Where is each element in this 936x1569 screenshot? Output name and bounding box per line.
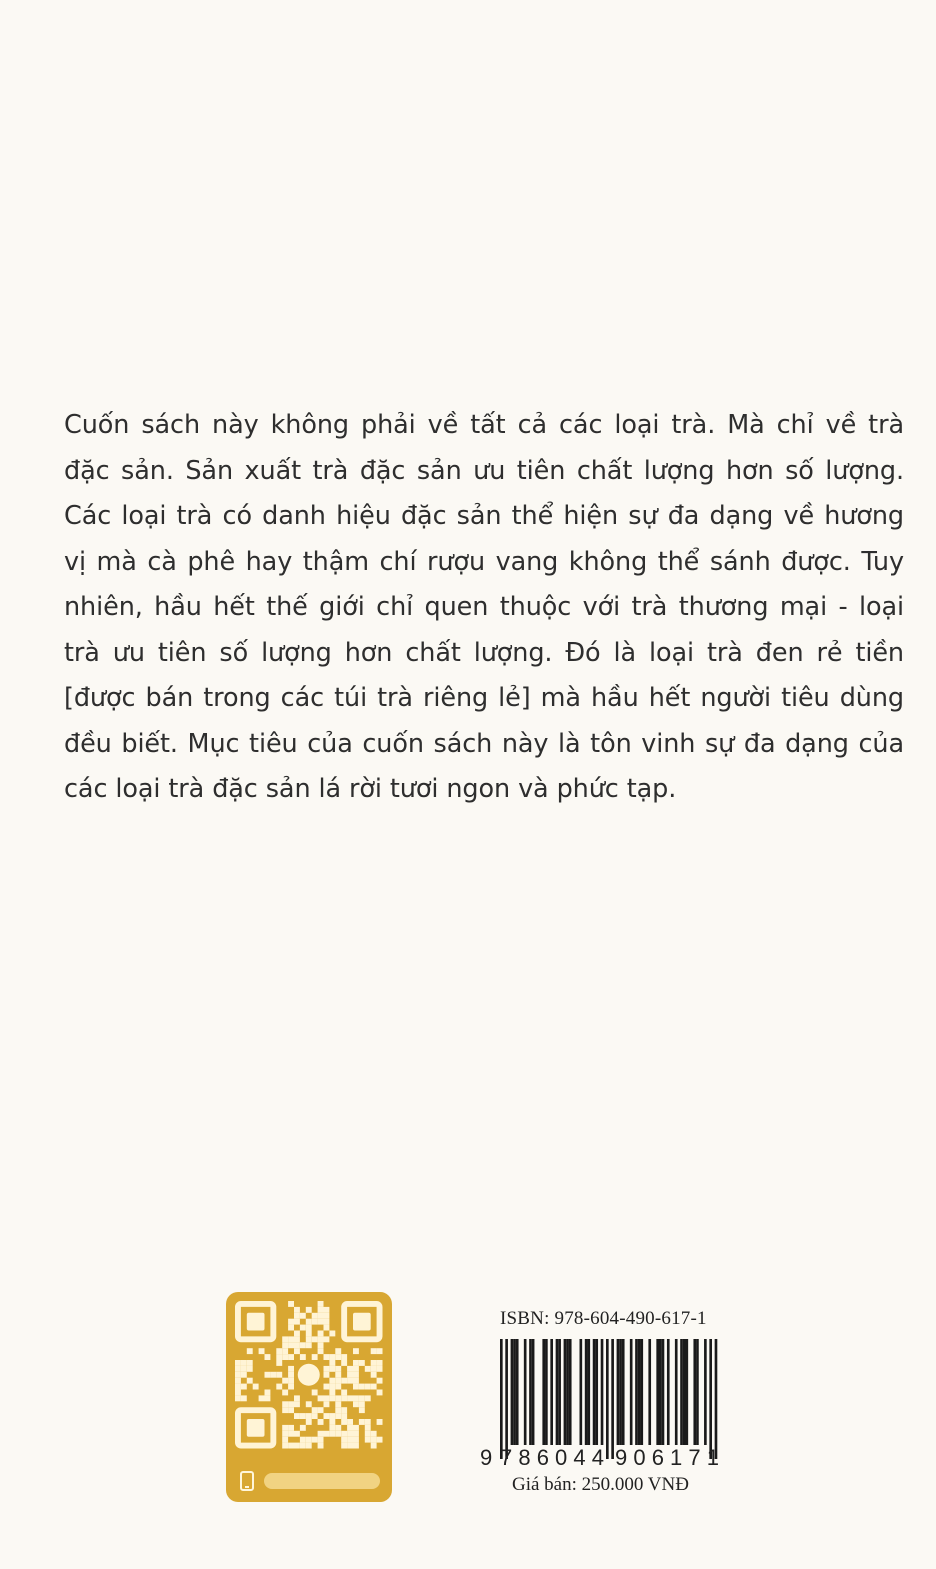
qr-card: [226, 1292, 392, 1502]
blurb-text: [64, 403, 904, 813]
barcode-right-digits: 906171: [615, 1445, 719, 1470]
price-label: Giá bán: 250.000 VNĐ: [512, 1474, 689, 1495]
barcode-left-digits: 786044: [500, 1445, 604, 1470]
blurb-line: [được bán trong các túi trà riêng lẻ] mà hầu hết người tiêu dùng: [64, 683, 904, 713]
blurb-line: các loại trà đặc sản lá rời tươi ngon và phức tạp.: [64, 774, 677, 804]
smartphone-icon: [240, 1471, 254, 1491]
qr-link-strip: [234, 1468, 384, 1494]
blurb-line: Các loại trà có danh hiệu đặc sản thể hiện sự đa dạng về hương: [64, 501, 904, 531]
barcode: [476, 1335, 728, 1473]
blurb-line: vị mà cà phê hay thậm chí rượu vang không thể sánh được. Tuy: [64, 546, 904, 577]
isbn-label: ISBN: 978-604-490-617-1: [500, 1308, 707, 1329]
blurb-line: Cuốn sách này không phải về tất cả các loại trà. Mà chỉ về trà: [64, 410, 904, 440]
blurb-line: đều biết. Mục tiêu của cuốn sách này là tôn vinh sự đa dạng của: [64, 728, 904, 759]
blurb-line: nhiên, hầu hết thế giới chỉ quen thuộc với trà thương mại - loại: [64, 592, 904, 622]
qr-code-icon: [226, 1292, 392, 1468]
blurb-line: trà ưu tiên số lượng hơn chất lượng. Đó là loại trà đen rẻ tiền: [64, 637, 904, 668]
blurb-line: đặc sản. Sản xuất trà đặc sản ưu tiên chất lượng hơn số lượng.: [64, 455, 904, 486]
barcode-first-digit: 9: [480, 1445, 493, 1470]
url-bar: [264, 1473, 380, 1489]
